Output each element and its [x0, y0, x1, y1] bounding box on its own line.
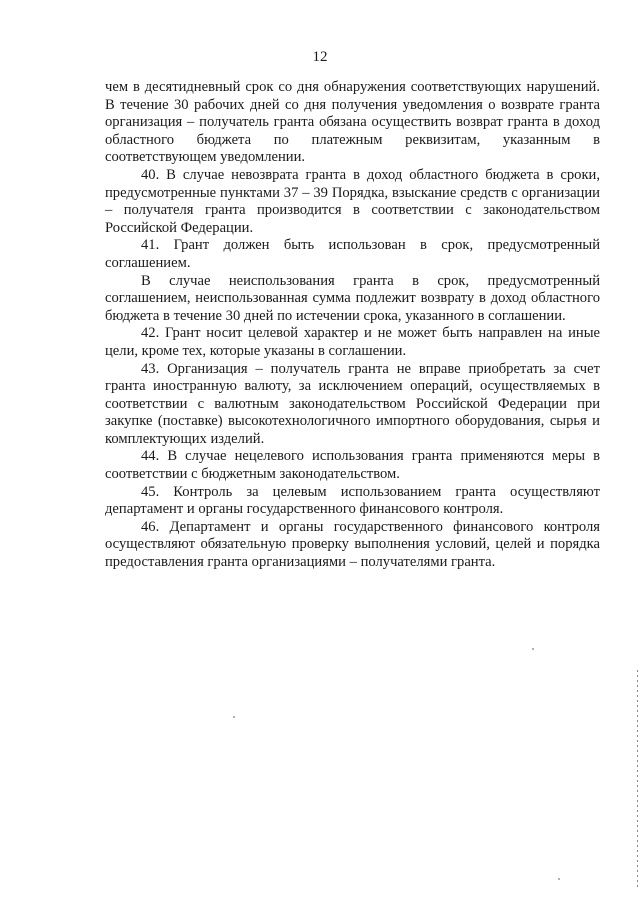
- paragraph-40: 40. В случае невозврата гранта в доход областного бюджета в сроки, предусмотренные пунктами 37 – 39 Порядка, взыскание средств с организации – получателя гранта производится в соответствии с законодательством Российской Федерации.: [105, 166, 600, 236]
- paragraph-46: 46. Департамент и органы государственного финансового контроля осуществляют обязательную проверку выполнения условий, целей и порядка предоставления гранта организациями – получателями гранта.: [105, 518, 600, 571]
- paragraph-41: 41. Грант должен быть использован в срок, предусмотренный соглашением.: [105, 237, 600, 271]
- scan-speck: [558, 878, 560, 880]
- scan-speck: [532, 648, 534, 650]
- paragraph-44: 44. В случае нецелевого использования гранта применяются меры в соответствии с бюджетным законодательством.: [105, 448, 600, 483]
- page-number: 12: [312, 49, 328, 65]
- scan-edge-mark: [637, 670, 638, 890]
- paragraph-45: 45. Контроль за целевым использованием гранта осуществляют департамент и органы государственного финансового контроля.: [105, 483, 600, 518]
- paragraph-43: 43. Организация – получатель гранта не вправе приобретать за счет гранта иностранную валюту, за исключением операций, осуществляемых в соответствии с валютным законодательством Российской Федерации при закупке (поставке) высокотехнологичного импортного оборудования, сырья и комплектующих изделий.: [105, 360, 600, 447]
- scan-speck: [233, 716, 235, 718]
- paragraph-continuation: чем в десятидневный срок со дня обнаружения соответствующих нарушений. В течение 30 рабочих дней со дня получения уведомления о возврате гранта организация – получатель гранта обязана осуществить возврат гранта в доход областного бюджета по платежным реквизитам, указанным в соответствующем уведомлении.: [105, 79, 600, 166]
- paragraph-41-unused-sum: В случае неиспользования гранта в срок, предусмотренный соглашением, неиспользованная сумма подлежит возврату в доход областного бюджета в течение 30 дней по истечении срока, указанного в соглашении.: [105, 272, 600, 324]
- document-body: [105, 79, 600, 572]
- paragraph-42: 42. Грант носит целевой характер и не может быть направлен на иные цели, кроме тех, которые указаны в соглашении.: [105, 325, 600, 359]
